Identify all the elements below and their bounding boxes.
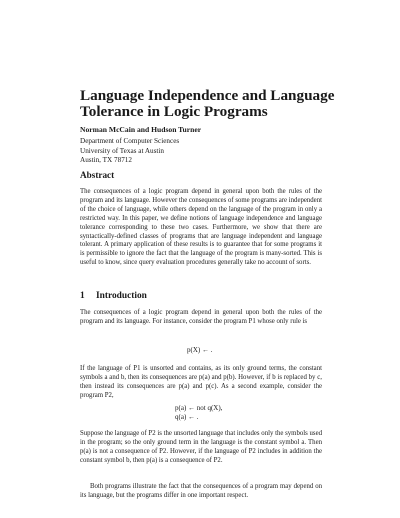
formula-p2-rule-2: q(a) ← .	[175, 413, 199, 421]
intro-paragraph-1: The consequences of a logic program depend in general upon both the rules of the program and its language. For instance, consider the program P1 whose only rule is	[80, 309, 322, 325]
abstract-heading: Abstract	[80, 170, 115, 180]
abstract-text: The consequences of a logic program depend in general upon both the rules of the program and its language. However the consequences of some programs are independent of the choice of language, while others depend on the language of the program in only a restricted way. In this paper, we define notions of language independence and language tolerance corresponding to these two cases. Furthermore, we show that there are syntactically-defined classes of programs that are language independent and language tolerant. A primary application of these results is to guarantee that for some programs it is permissible to ignore the fact that the language of the program is many-sorted. This is useful to know, since query evaluation procedures generally take no account of sorts.	[80, 188, 322, 267]
intro-paragraph-3: Suppose the language of P2 is the unsorted language that includes only the symbols used in the program; so the only ground term in the language is the constant symbol a. Then p(a) is not a consequence of P2. However, if the language of P2 includes in addition the constant symbol b, then p(a) is a consequence of P2.	[80, 430, 322, 464]
formula-p2-rule-1: p(a) ← not q(X),	[175, 404, 223, 412]
paper-title: Language Independence and Language Tolerance in Logic Programs	[80, 87, 335, 120]
affiliation-department: Department of Computer Sciences	[80, 137, 180, 145]
formula-p1-rule: p(X) ← .	[187, 346, 213, 354]
affiliation-address: Austin, TX 78712	[80, 156, 132, 165]
intro-paragraph-4: Both programs illustrate the fact that the consequences of a program may depend on its language, but the programs differ in one important respect.	[80, 483, 322, 499]
section-number: 1	[80, 291, 85, 301]
author-names: Norman McCain and Hudson Turner	[80, 125, 202, 134]
affiliation	[80, 137, 179, 166]
section-heading-introduction	[80, 291, 147, 302]
affiliation-university: University of Texas at Austin	[80, 146, 165, 155]
section-title: Introduction	[96, 291, 147, 301]
intro-paragraph-2: If the language of P1 is unsorted and contains, as its only ground terms, the constant symbols a and b, then its consequences are p(a) and p(b). However, if b is replaced by c, then instead its consequences are p(a) and p(c). As a second example, consider the program P2,	[80, 365, 322, 399]
